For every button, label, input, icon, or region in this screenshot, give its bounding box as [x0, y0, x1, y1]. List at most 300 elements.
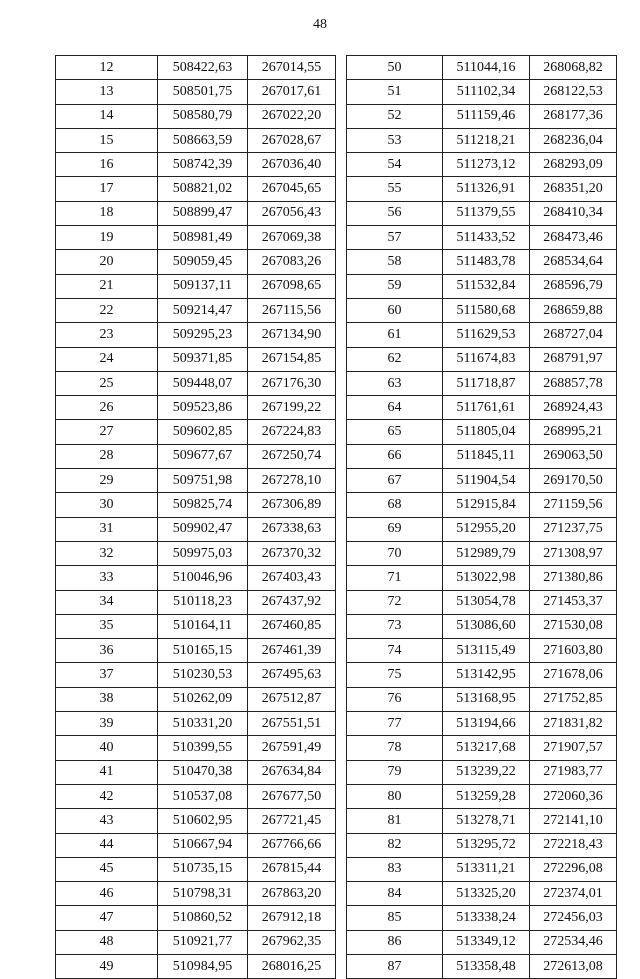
point-number-cell: 58 [347, 250, 443, 274]
x-coordinate-cell: 510735,15 [158, 857, 248, 881]
table-row [56, 930, 336, 954]
x-coordinate-cell: 510798,31 [158, 882, 248, 906]
y-coordinate-cell: 271380,86 [530, 566, 617, 590]
table-row [56, 396, 336, 420]
table-row [347, 226, 617, 250]
x-coordinate-cell: 513054,78 [443, 590, 530, 614]
y-coordinate-cell: 268727,04 [530, 323, 617, 347]
y-coordinate-cell: 267306,89 [248, 493, 336, 517]
right-table-body [347, 56, 617, 979]
point-number-cell: 17 [56, 177, 158, 201]
y-coordinate-cell: 267134,90 [248, 323, 336, 347]
y-coordinate-cell: 272296,08 [530, 857, 617, 881]
x-coordinate-cell: 511273,12 [443, 153, 530, 177]
y-coordinate-cell: 271983,77 [530, 760, 617, 784]
y-coordinate-cell: 271308,97 [530, 541, 617, 565]
table-row [347, 663, 617, 687]
x-coordinate-cell: 509902,47 [158, 517, 248, 541]
table-row [347, 614, 617, 638]
table-row [347, 517, 617, 541]
y-coordinate-cell: 268791,97 [530, 347, 617, 371]
x-coordinate-cell: 513115,49 [443, 639, 530, 663]
point-number-cell: 32 [56, 541, 158, 565]
table-row [347, 274, 617, 298]
table-row [347, 444, 617, 468]
table-row [347, 250, 617, 274]
x-coordinate-cell: 511761,61 [443, 396, 530, 420]
x-coordinate-cell: 511483,78 [443, 250, 530, 274]
point-number-cell: 86 [347, 930, 443, 954]
y-coordinate-cell: 271752,85 [530, 687, 617, 711]
table-row [56, 323, 336, 347]
x-coordinate-cell: 510118,23 [158, 590, 248, 614]
x-coordinate-cell: 510164,11 [158, 614, 248, 638]
point-number-cell: 72 [347, 590, 443, 614]
x-coordinate-cell: 508742,39 [158, 153, 248, 177]
y-coordinate-cell: 268068,82 [530, 56, 617, 80]
point-number-cell: 71 [347, 566, 443, 590]
y-coordinate-cell: 267069,38 [248, 226, 336, 250]
table-row [56, 250, 336, 274]
table-row [56, 298, 336, 322]
y-coordinate-cell: 267766,66 [248, 833, 336, 857]
table-row [56, 566, 336, 590]
table-row [347, 639, 617, 663]
point-number-cell: 61 [347, 323, 443, 347]
x-coordinate-cell: 510984,95 [158, 954, 248, 978]
y-coordinate-cell: 268293,09 [530, 153, 617, 177]
coordinates-table-left [55, 55, 336, 979]
table-row [56, 493, 336, 517]
point-number-cell: 81 [347, 809, 443, 833]
x-coordinate-cell: 510331,20 [158, 712, 248, 736]
point-number-cell: 45 [56, 857, 158, 881]
table-row [347, 566, 617, 590]
table-row [347, 177, 617, 201]
x-coordinate-cell: 509602,85 [158, 420, 248, 444]
x-coordinate-cell: 513311,21 [443, 857, 530, 881]
table-row [56, 614, 336, 638]
table-row [347, 80, 617, 104]
table-row [56, 128, 336, 152]
coordinates-table-right [346, 55, 617, 979]
y-coordinate-cell: 267912,18 [248, 906, 336, 930]
x-coordinate-cell: 509214,47 [158, 298, 248, 322]
point-number-cell: 74 [347, 639, 443, 663]
x-coordinate-cell: 510602,95 [158, 809, 248, 833]
x-coordinate-cell: 511904,54 [443, 469, 530, 493]
point-number-cell: 47 [56, 906, 158, 930]
y-coordinate-cell: 267512,87 [248, 687, 336, 711]
x-coordinate-cell: 510165,15 [158, 639, 248, 663]
x-coordinate-cell: 508981,49 [158, 226, 248, 250]
table-row [347, 760, 617, 784]
y-coordinate-cell: 267278,10 [248, 469, 336, 493]
point-number-cell: 64 [347, 396, 443, 420]
x-coordinate-cell: 510046,96 [158, 566, 248, 590]
y-coordinate-cell: 267634,84 [248, 760, 336, 784]
table-row [347, 469, 617, 493]
x-coordinate-cell: 513278,71 [443, 809, 530, 833]
table-row [347, 420, 617, 444]
y-coordinate-cell: 267551,51 [248, 712, 336, 736]
point-number-cell: 15 [56, 128, 158, 152]
table-row [347, 954, 617, 978]
point-number-cell: 78 [347, 736, 443, 760]
x-coordinate-cell: 513168,95 [443, 687, 530, 711]
point-number-cell: 66 [347, 444, 443, 468]
point-number-cell: 63 [347, 371, 443, 395]
table-row [56, 687, 336, 711]
y-coordinate-cell: 267250,74 [248, 444, 336, 468]
point-number-cell: 30 [56, 493, 158, 517]
point-number-cell: 46 [56, 882, 158, 906]
table-row [347, 809, 617, 833]
table-row [56, 104, 336, 128]
table-row [347, 833, 617, 857]
y-coordinate-cell: 267338,63 [248, 517, 336, 541]
y-coordinate-cell: 267495,63 [248, 663, 336, 687]
point-number-cell: 60 [347, 298, 443, 322]
point-number-cell: 67 [347, 469, 443, 493]
x-coordinate-cell: 508663,59 [158, 128, 248, 152]
x-coordinate-cell: 509975,03 [158, 541, 248, 565]
x-coordinate-cell: 513259,28 [443, 784, 530, 808]
table-row [56, 590, 336, 614]
y-coordinate-cell: 271237,75 [530, 517, 617, 541]
point-number-cell: 85 [347, 906, 443, 930]
table-row [56, 809, 336, 833]
point-number-cell: 26 [56, 396, 158, 420]
table-row [56, 857, 336, 881]
point-number-cell: 24 [56, 347, 158, 371]
point-number-cell: 37 [56, 663, 158, 687]
x-coordinate-cell: 513349,12 [443, 930, 530, 954]
point-number-cell: 79 [347, 760, 443, 784]
table-row [56, 736, 336, 760]
x-coordinate-cell: 513325,20 [443, 882, 530, 906]
y-coordinate-cell: 267056,43 [248, 201, 336, 225]
table-row [56, 712, 336, 736]
y-coordinate-cell: 267028,67 [248, 128, 336, 152]
point-number-cell: 36 [56, 639, 158, 663]
x-coordinate-cell: 508422,63 [158, 56, 248, 80]
y-coordinate-cell: 267403,43 [248, 566, 336, 590]
table-row [56, 906, 336, 930]
y-coordinate-cell: 269063,50 [530, 444, 617, 468]
point-number-cell: 56 [347, 201, 443, 225]
y-coordinate-cell: 267460,85 [248, 614, 336, 638]
table-row [347, 56, 617, 80]
x-coordinate-cell: 511159,46 [443, 104, 530, 128]
point-number-cell: 49 [56, 954, 158, 978]
table-row [347, 906, 617, 930]
x-coordinate-cell: 512915,84 [443, 493, 530, 517]
point-number-cell: 48 [56, 930, 158, 954]
x-coordinate-cell: 509137,11 [158, 274, 248, 298]
x-coordinate-cell: 512955,20 [443, 517, 530, 541]
point-number-cell: 52 [347, 104, 443, 128]
point-number-cell: 77 [347, 712, 443, 736]
x-coordinate-cell: 511805,04 [443, 420, 530, 444]
table-row [347, 104, 617, 128]
table-row [347, 930, 617, 954]
point-number-cell: 75 [347, 663, 443, 687]
point-number-cell: 87 [347, 954, 443, 978]
table-row [347, 298, 617, 322]
y-coordinate-cell: 268351,20 [530, 177, 617, 201]
y-coordinate-cell: 271159,56 [530, 493, 617, 517]
y-coordinate-cell: 272613,08 [530, 954, 617, 978]
table-row [56, 784, 336, 808]
table-row [56, 177, 336, 201]
y-coordinate-cell: 271678,06 [530, 663, 617, 687]
point-number-cell: 35 [56, 614, 158, 638]
x-coordinate-cell: 510399,55 [158, 736, 248, 760]
x-coordinate-cell: 513194,66 [443, 712, 530, 736]
x-coordinate-cell: 509825,74 [158, 493, 248, 517]
x-coordinate-cell: 513358,48 [443, 954, 530, 978]
point-number-cell: 25 [56, 371, 158, 395]
x-coordinate-cell: 509371,85 [158, 347, 248, 371]
x-coordinate-cell: 510667,94 [158, 833, 248, 857]
x-coordinate-cell: 508821,02 [158, 177, 248, 201]
y-coordinate-cell: 267154,85 [248, 347, 336, 371]
x-coordinate-cell: 513022,98 [443, 566, 530, 590]
x-coordinate-cell: 513142,95 [443, 663, 530, 687]
y-coordinate-cell: 269170,50 [530, 469, 617, 493]
y-coordinate-cell: 272534,46 [530, 930, 617, 954]
point-number-cell: 13 [56, 80, 158, 104]
table-row [347, 857, 617, 881]
table-row [347, 590, 617, 614]
x-coordinate-cell: 513338,24 [443, 906, 530, 930]
x-coordinate-cell: 513295,72 [443, 833, 530, 857]
point-number-cell: 53 [347, 128, 443, 152]
point-number-cell: 33 [56, 566, 158, 590]
y-coordinate-cell: 267224,83 [248, 420, 336, 444]
x-coordinate-cell: 511044,16 [443, 56, 530, 80]
point-number-cell: 62 [347, 347, 443, 371]
y-coordinate-cell: 267199,22 [248, 396, 336, 420]
y-coordinate-cell: 271530,08 [530, 614, 617, 638]
table-row [56, 541, 336, 565]
table-row [347, 493, 617, 517]
table-row [347, 323, 617, 347]
point-number-cell: 41 [56, 760, 158, 784]
y-coordinate-cell: 271603,80 [530, 639, 617, 663]
x-coordinate-cell: 511433,52 [443, 226, 530, 250]
y-coordinate-cell: 267045,65 [248, 177, 336, 201]
y-coordinate-cell: 272374,01 [530, 882, 617, 906]
x-coordinate-cell: 508899,47 [158, 201, 248, 225]
point-number-cell: 76 [347, 687, 443, 711]
y-coordinate-cell: 271831,82 [530, 712, 617, 736]
y-coordinate-cell: 272141,10 [530, 809, 617, 833]
x-coordinate-cell: 512989,79 [443, 541, 530, 565]
point-number-cell: 51 [347, 80, 443, 104]
point-number-cell: 68 [347, 493, 443, 517]
x-coordinate-cell: 511845,11 [443, 444, 530, 468]
point-number-cell: 21 [56, 274, 158, 298]
point-number-cell: 20 [56, 250, 158, 274]
x-coordinate-cell: 510860,52 [158, 906, 248, 930]
table-row [56, 153, 336, 177]
x-coordinate-cell: 509295,23 [158, 323, 248, 347]
y-coordinate-cell: 267017,61 [248, 80, 336, 104]
point-number-cell: 12 [56, 56, 158, 80]
point-number-cell: 59 [347, 274, 443, 298]
point-number-cell: 65 [347, 420, 443, 444]
x-coordinate-cell: 510537,08 [158, 784, 248, 808]
y-coordinate-cell: 267962,35 [248, 930, 336, 954]
y-coordinate-cell: 268534,64 [530, 250, 617, 274]
table-row [347, 153, 617, 177]
x-coordinate-cell: 510470,38 [158, 760, 248, 784]
table-row [347, 128, 617, 152]
point-number-cell: 70 [347, 541, 443, 565]
x-coordinate-cell: 511580,68 [443, 298, 530, 322]
table-row [347, 371, 617, 395]
table-row [347, 712, 617, 736]
point-number-cell: 80 [347, 784, 443, 808]
y-coordinate-cell: 267115,56 [248, 298, 336, 322]
y-coordinate-cell: 267721,45 [248, 809, 336, 833]
table-row [347, 201, 617, 225]
table-row [347, 347, 617, 371]
table-row [56, 663, 336, 687]
point-number-cell: 54 [347, 153, 443, 177]
y-coordinate-cell: 268596,79 [530, 274, 617, 298]
y-coordinate-cell: 267863,20 [248, 882, 336, 906]
point-number-cell: 84 [347, 882, 443, 906]
point-number-cell: 22 [56, 298, 158, 322]
y-coordinate-cell: 272456,03 [530, 906, 617, 930]
x-coordinate-cell: 509751,98 [158, 469, 248, 493]
y-coordinate-cell: 268236,04 [530, 128, 617, 152]
table-row [56, 226, 336, 250]
x-coordinate-cell: 509523,86 [158, 396, 248, 420]
table-row [56, 444, 336, 468]
y-coordinate-cell: 267815,44 [248, 857, 336, 881]
x-coordinate-cell: 509448,07 [158, 371, 248, 395]
point-number-cell: 14 [56, 104, 158, 128]
y-coordinate-cell: 267677,50 [248, 784, 336, 808]
x-coordinate-cell: 513217,68 [443, 736, 530, 760]
y-coordinate-cell: 272060,36 [530, 784, 617, 808]
y-coordinate-cell: 271907,57 [530, 736, 617, 760]
table-row [56, 833, 336, 857]
table-row [56, 371, 336, 395]
table-row [56, 80, 336, 104]
point-number-cell: 69 [347, 517, 443, 541]
point-number-cell: 23 [56, 323, 158, 347]
y-coordinate-cell: 268473,46 [530, 226, 617, 250]
point-number-cell: 29 [56, 469, 158, 493]
x-coordinate-cell: 509059,45 [158, 250, 248, 274]
table-row [347, 541, 617, 565]
x-coordinate-cell: 511532,84 [443, 274, 530, 298]
point-number-cell: 19 [56, 226, 158, 250]
point-number-cell: 43 [56, 809, 158, 833]
table-row [56, 347, 336, 371]
point-number-cell: 83 [347, 857, 443, 881]
point-number-cell: 31 [56, 517, 158, 541]
y-coordinate-cell: 267083,26 [248, 250, 336, 274]
page-number: 48 [313, 17, 327, 32]
table-row [56, 56, 336, 80]
y-coordinate-cell: 267176,30 [248, 371, 336, 395]
y-coordinate-cell: 267461,39 [248, 639, 336, 663]
x-coordinate-cell: 508580,79 [158, 104, 248, 128]
y-coordinate-cell: 272218,43 [530, 833, 617, 857]
y-coordinate-cell: 268924,43 [530, 396, 617, 420]
x-coordinate-cell: 509677,67 [158, 444, 248, 468]
y-coordinate-cell: 268410,34 [530, 201, 617, 225]
point-number-cell: 40 [56, 736, 158, 760]
y-coordinate-cell: 267591,49 [248, 736, 336, 760]
point-number-cell: 82 [347, 833, 443, 857]
table-row [56, 274, 336, 298]
x-coordinate-cell: 511326,91 [443, 177, 530, 201]
point-number-cell: 42 [56, 784, 158, 808]
table-row [56, 882, 336, 906]
x-coordinate-cell: 511102,34 [443, 80, 530, 104]
point-number-cell: 55 [347, 177, 443, 201]
point-number-cell: 18 [56, 201, 158, 225]
x-coordinate-cell: 511218,21 [443, 128, 530, 152]
y-coordinate-cell: 267022,20 [248, 104, 336, 128]
y-coordinate-cell: 267014,55 [248, 56, 336, 80]
table-row [347, 784, 617, 808]
y-coordinate-cell: 268659,88 [530, 298, 617, 322]
x-coordinate-cell: 511379,55 [443, 201, 530, 225]
y-coordinate-cell: 268016,25 [248, 954, 336, 978]
point-number-cell: 44 [56, 833, 158, 857]
x-coordinate-cell: 511674,83 [443, 347, 530, 371]
point-number-cell: 28 [56, 444, 158, 468]
point-number-cell: 50 [347, 56, 443, 80]
table-row [56, 954, 336, 978]
table-row [347, 736, 617, 760]
table-row [56, 639, 336, 663]
point-number-cell: 39 [56, 712, 158, 736]
y-coordinate-cell: 268122,53 [530, 80, 617, 104]
y-coordinate-cell: 267370,32 [248, 541, 336, 565]
table-row [56, 517, 336, 541]
x-coordinate-cell: 510262,09 [158, 687, 248, 711]
point-number-cell: 16 [56, 153, 158, 177]
y-coordinate-cell: 271453,37 [530, 590, 617, 614]
point-number-cell: 57 [347, 226, 443, 250]
x-coordinate-cell: 513239,22 [443, 760, 530, 784]
x-coordinate-cell: 511718,87 [443, 371, 530, 395]
point-number-cell: 34 [56, 590, 158, 614]
table-row [56, 201, 336, 225]
y-coordinate-cell: 268995,21 [530, 420, 617, 444]
table-row [347, 882, 617, 906]
x-coordinate-cell: 510921,77 [158, 930, 248, 954]
y-coordinate-cell: 268177,36 [530, 104, 617, 128]
x-coordinate-cell: 508501,75 [158, 80, 248, 104]
table-row [56, 420, 336, 444]
x-coordinate-cell: 511629,53 [443, 323, 530, 347]
table-row [56, 469, 336, 493]
point-number-cell: 73 [347, 614, 443, 638]
x-coordinate-cell: 510230,53 [158, 663, 248, 687]
table-row [347, 687, 617, 711]
left-table-body [56, 56, 336, 979]
